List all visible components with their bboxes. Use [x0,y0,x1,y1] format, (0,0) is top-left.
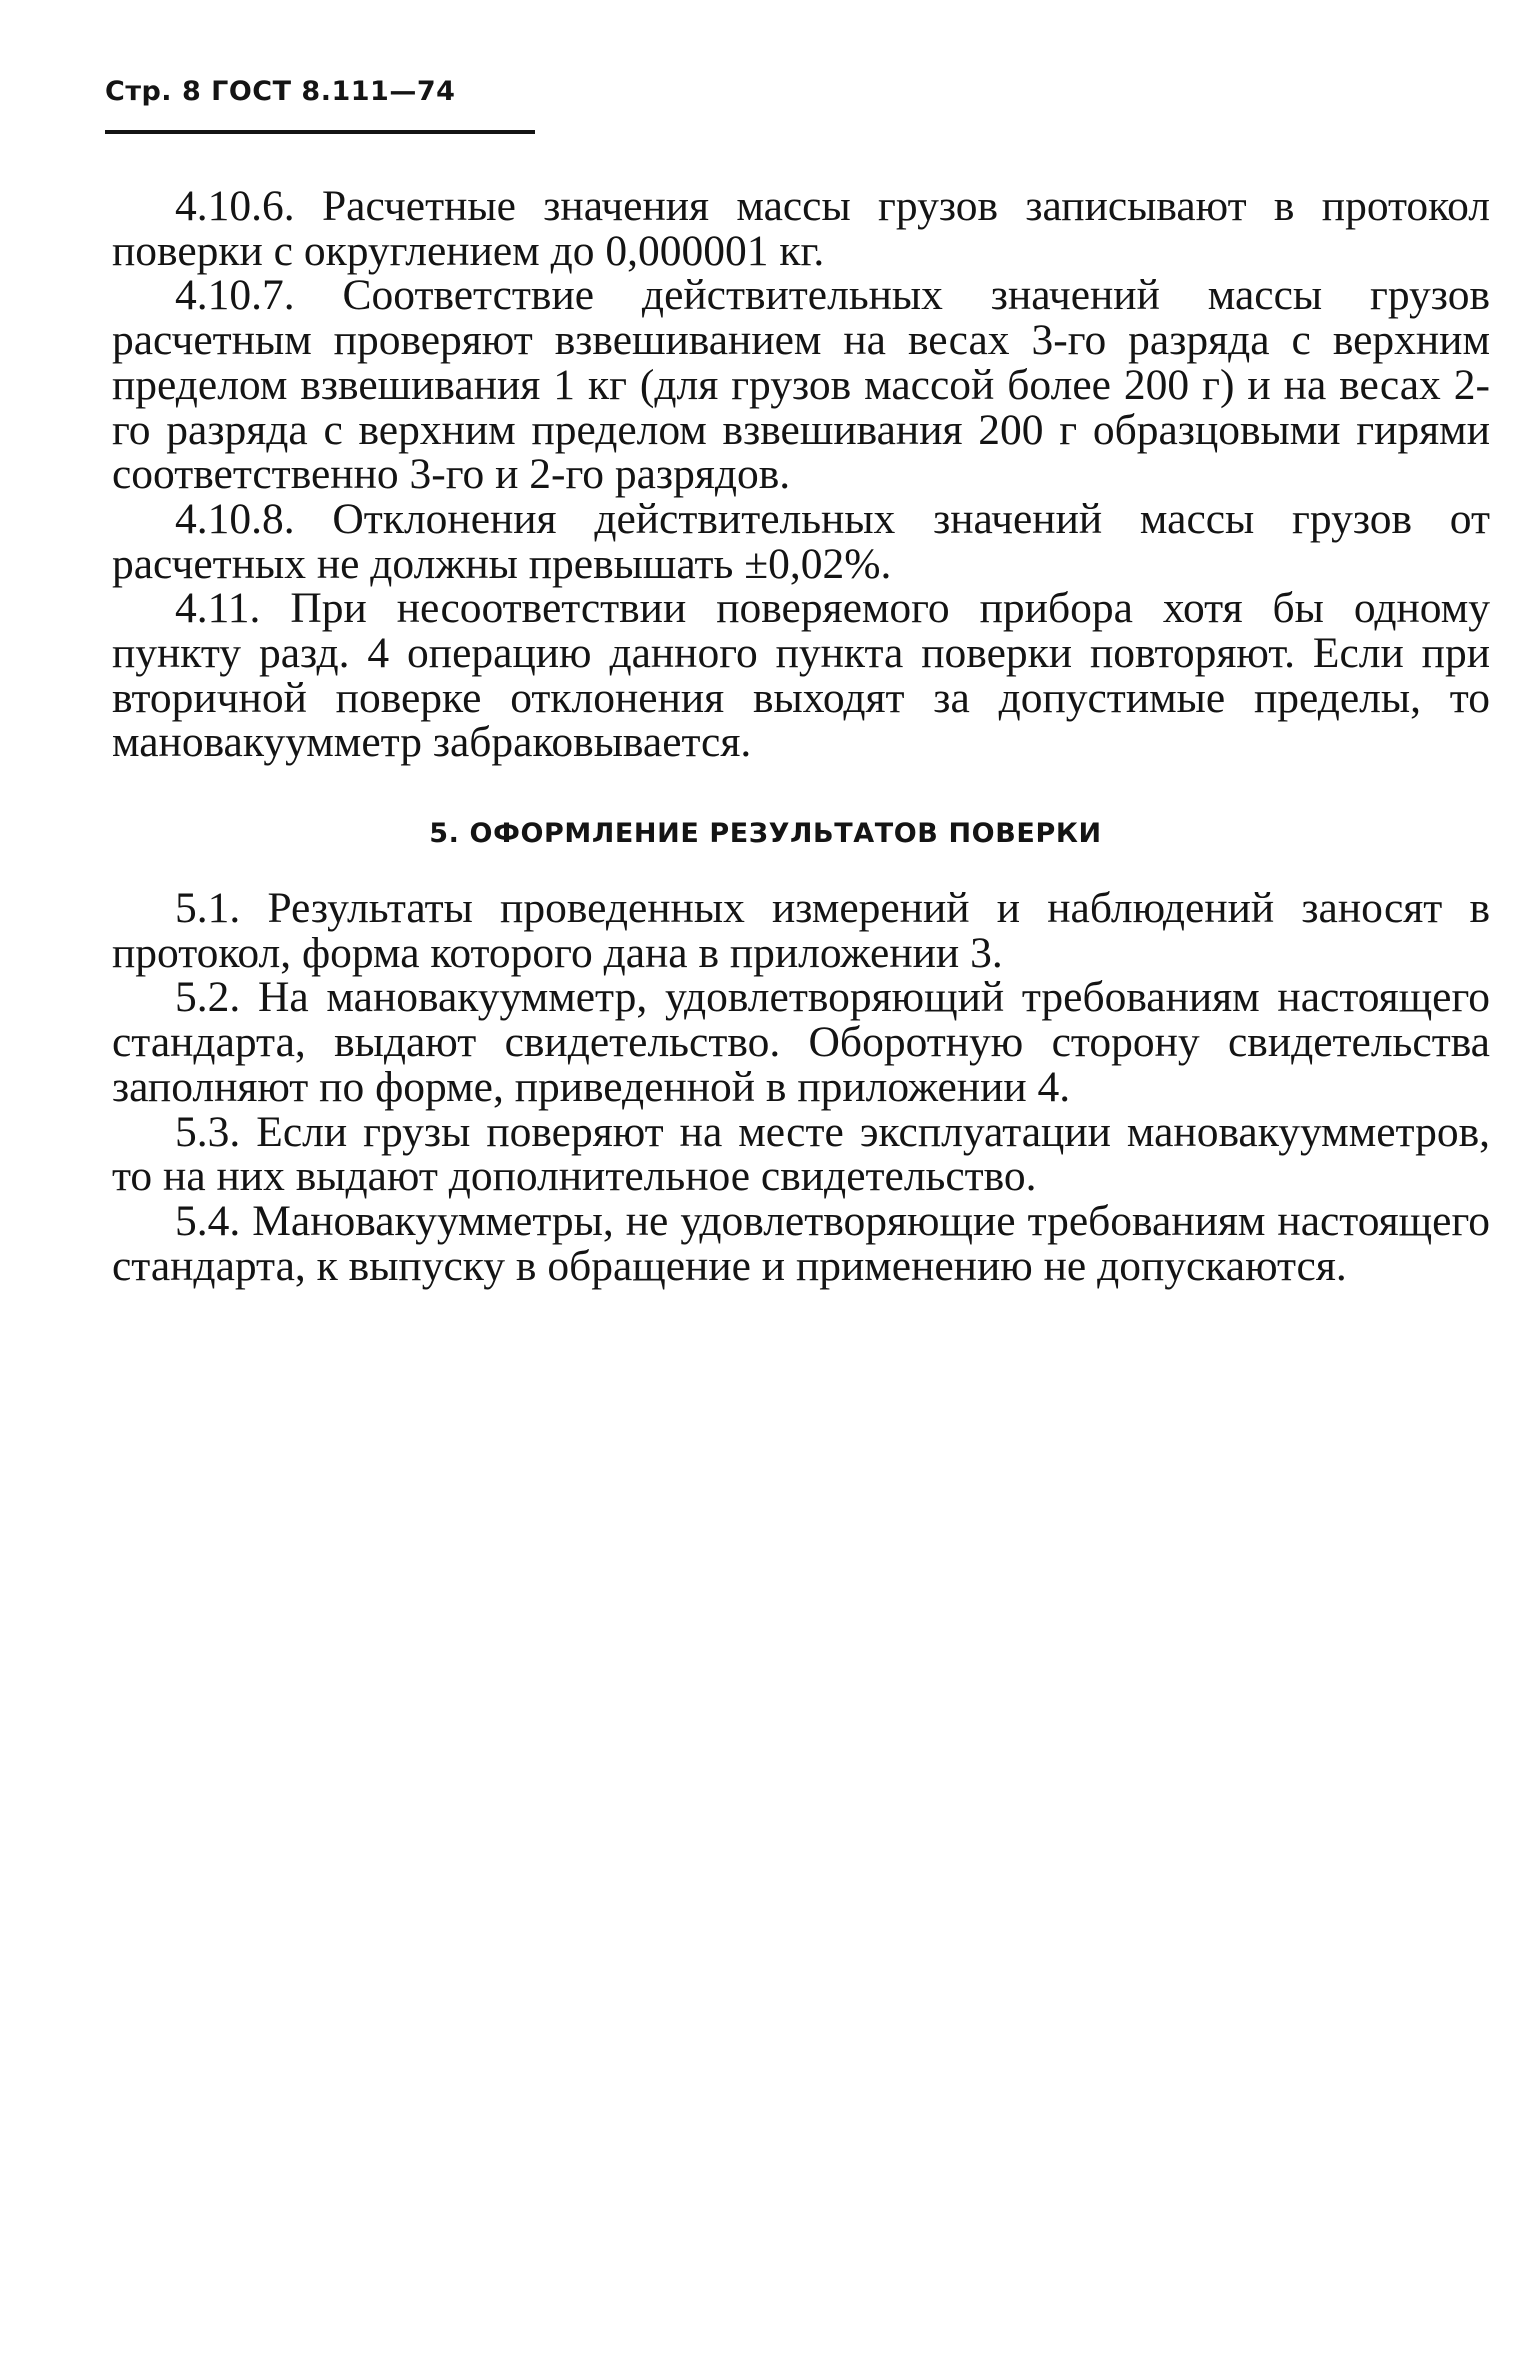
paragraph-4-10-7: 4.10.7. Соответствие действительных значений массы грузов расчетным проверяют взвешиванием на весах 3-го разряда с верхним пределом взвешивания 1 кг (для грузов массой более 200 г) и на весах 2-го разряда с верхним пределом взвешивания 200 г образцовыми гирями соответственно 3-го и 2-го разрядов. [112,271,1490,499]
section-5-heading: 5. ОФОРМЛЕНИЕ РЕЗУЛЬТАТОВ ПОВЕРКИ [429,818,1102,849]
paragraph-5-1: 5.1. Результаты проведенных измерений и наблюдений заносят в протокол, форма которого дана в приложении 3. [112,884,1490,977]
paragraph-5-2: 5.2. На мановакуумметр, удовлетворяющий требованиям настоящего стандарта, выдают свидетельство. Оборотную сторону свидетельства заполняют по форме, приведенной в приложении 4. [112,973,1490,1111]
paragraph-5-3: 5.3. Если грузы поверяют на месте эксплуатации мановакуумметров, то на них выдают дополнительное свидетельство. [112,1107,1490,1201]
header-rule [105,130,535,134]
paragraph-4-10-8: 4.10.8. Отклонения действительных значений массы грузов от расчетных не должны превышать ±0,02%. [112,494,1490,588]
paragraph-4-11: 4.11. При несоответствии поверяемого прибора хотя бы одному пункту разд. 4 операцию данного пункта поверки повторяют. Если при вторичной поверке отклонения выходят за допустимые пределы, то мановакуумметр забраковывается. [112,584,1490,767]
section-5-body [112,886,1490,1288]
section-4-continuation [112,184,1490,765]
paragraph-4-10-6: 4.10.6. Расчетные значения массы грузов записывают в протокол поверки с округлением до 0,000001 кг. [112,182,1490,275]
running-head: Стр. 8 ГОСТ 8.111—74 [105,76,456,107]
paragraph-5-4: 5.4. Мановакуумметры, не удовлетворяющие требованиям настоящего стандарта, к выпуску в обращение и применению не допускаются. [112,1196,1490,1290]
